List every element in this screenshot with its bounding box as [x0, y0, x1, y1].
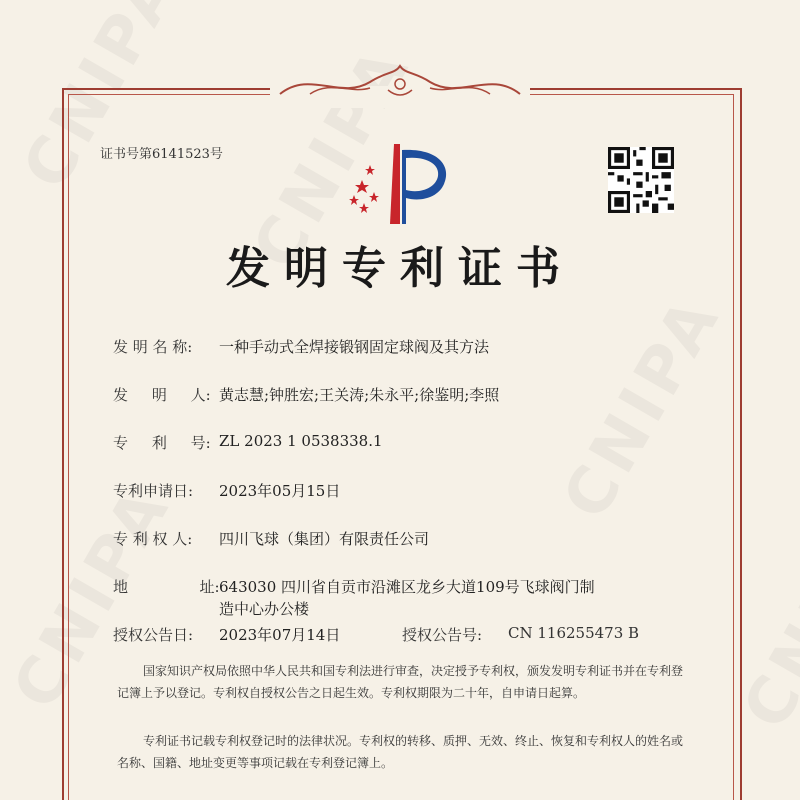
filing-date-value: 2023年05月15日 — [219, 482, 341, 500]
invention-name-label: 发 明 名 称: — [113, 338, 193, 356]
patentee-label: 专 利 权 人: — [113, 530, 193, 548]
patentee-value: 四川飞球（集团）有限责任公司 — [219, 530, 430, 548]
grant-date-label: 授权公告日: — [113, 626, 194, 644]
address-value-line2: 造中心办公楼 — [219, 600, 310, 618]
qr-code-icon — [608, 147, 674, 213]
address-value-line1: 643030 四川省自贡市沿滩区龙乡大道109号飞球阀门制 — [219, 578, 595, 596]
address-label: 地 址: — [113, 578, 220, 596]
filing-date-label: 专利申请日: — [113, 482, 194, 500]
patent-number-label: 专 利 号: — [113, 434, 211, 452]
ornament-icon — [270, 60, 530, 108]
cnipa-logo-icon — [340, 140, 460, 230]
certificate-title: 发明专利证书 — [226, 243, 574, 294]
invention-name-value: 一种手动式全焊接锻钢固定球阀及其方法 — [219, 338, 490, 356]
grant-number-value: CN 116255473 B — [508, 624, 640, 642]
certificate-number: 证书号第6141523号 — [100, 147, 223, 162]
statement-paragraph-2: 专利证书记载专利权登记时的法律状况。专利权的转移、质押、无效、终止、恢复和专利权人的姓名或名称、国籍、地址变更等事项记载在专利登记簿上。 — [117, 734, 684, 770]
patent-number-value: ZL 2023 1 0538338.1 — [219, 432, 383, 450]
inventors-label: 发 明 人: — [113, 386, 211, 404]
grant-number-label: 授权公告号: — [402, 626, 483, 644]
inventors-value: 黄志慧;钟胜宏;王关涛;朱永平;徐鉴明;李照 — [219, 386, 500, 404]
statement-paragraph-1: 国家知识产权局依照中华人民共和国专利法进行审查，决定授予专利权，颁发发明专利证书并在专利登记簿上予以登记。专利权自授权公告之日起生效。专利权期限为二十年，自申请日起算。 — [117, 664, 684, 700]
grant-date-value: 2023年07月14日 — [219, 626, 341, 644]
